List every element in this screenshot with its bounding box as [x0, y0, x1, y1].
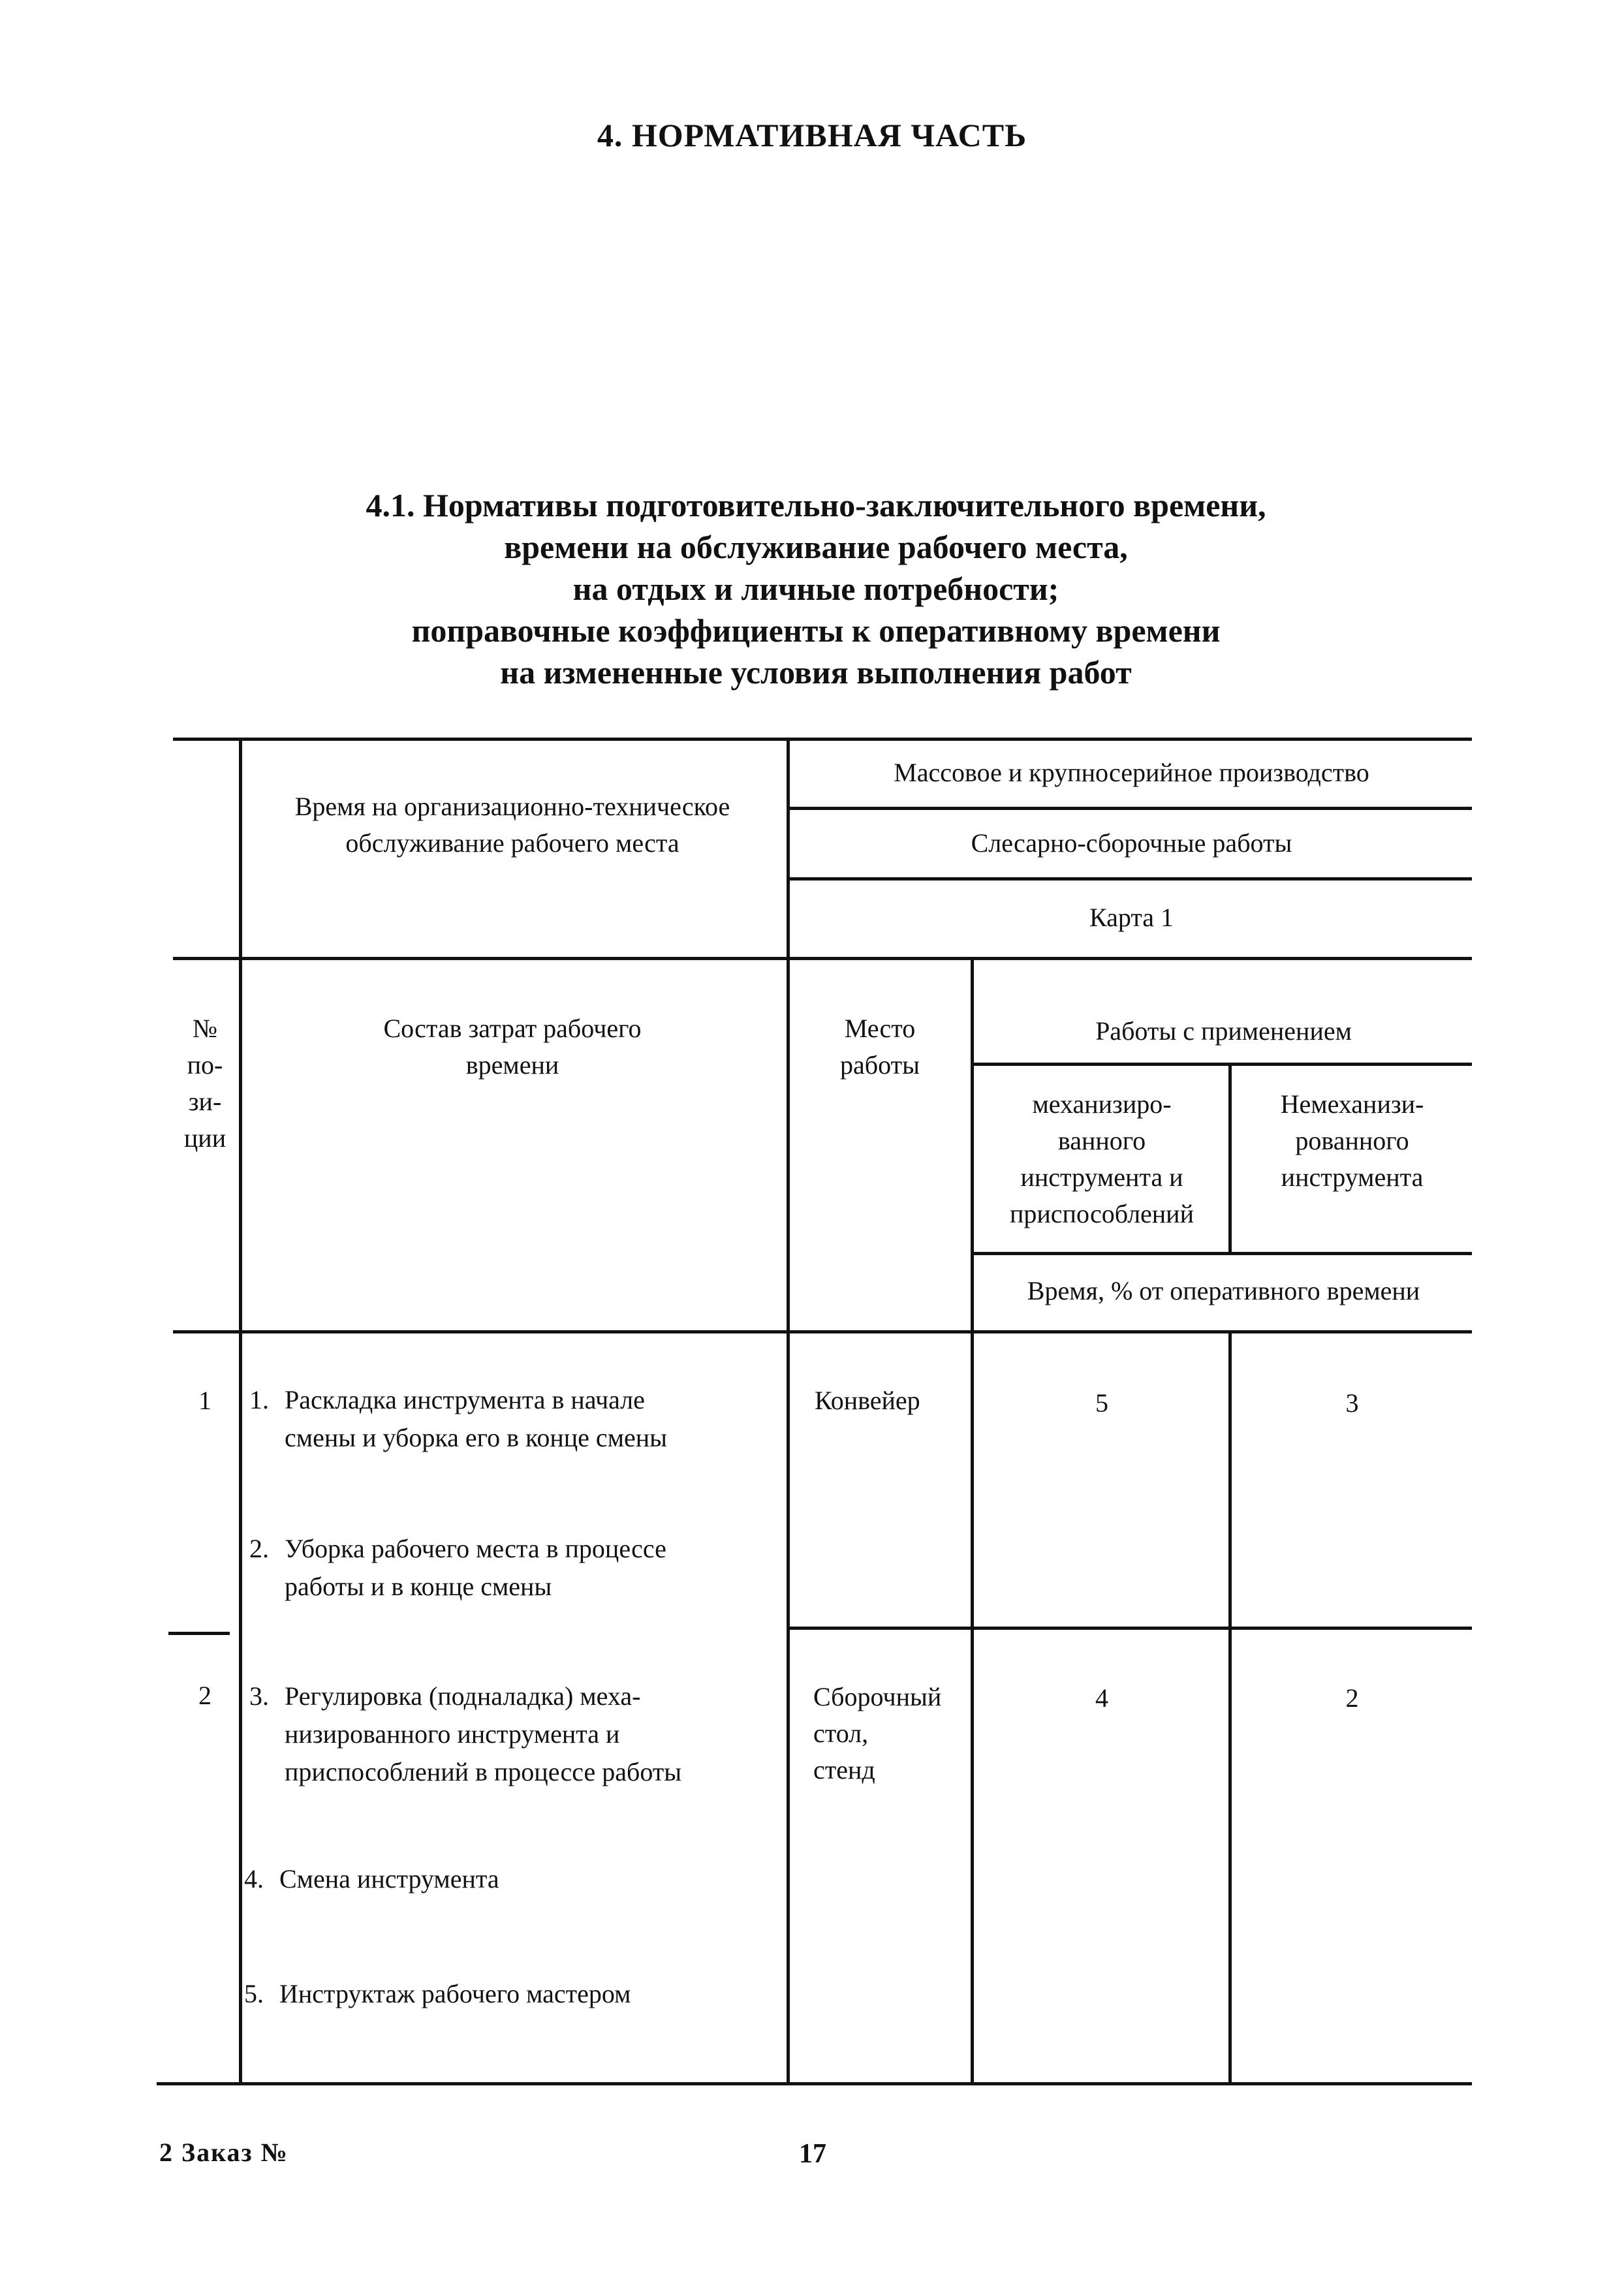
row-2-place-line-3: стенд [813, 1755, 875, 1784]
left-header-line-1: Время на организационно-техническое [294, 792, 730, 821]
col-divider-subcols [1228, 1065, 1232, 1254]
subtitle-line-5: на измененные условия выполнения работ [500, 654, 1132, 691]
position-header-line-1: № [192, 1014, 218, 1043]
list-item-2 [249, 1530, 785, 1606]
list-item-3-line-3: приспособлений в процессе работы [285, 1757, 682, 1786]
works-label: Слесарно-сборочные работы [971, 828, 1292, 858]
works-with-header: Работы с применением [1095, 1016, 1352, 1046]
subtitle [196, 484, 1436, 693]
list-item-4-line-1: Смена инструмента [279, 1864, 499, 1894]
list-item-3-number: 3. [249, 1681, 269, 1711]
rule-subcols [973, 1252, 1472, 1255]
list-item-1 [249, 1381, 785, 1457]
mech-header-line-2: ванного [1057, 1126, 1146, 1155]
list-item-1-line-1: Раскладка инструмента в начале [285, 1385, 645, 1414]
col-divider-composition [787, 740, 790, 2082]
production-label: Массовое и крупносерийное производство [894, 758, 1369, 787]
row-2-place [813, 1679, 969, 1788]
mech-header-line-4: приспособлений [1009, 1199, 1194, 1228]
list-item-1-number: 1. [249, 1385, 269, 1414]
list-item-3-line-2: низированного инструмента и [285, 1719, 620, 1749]
row-2-mechanized-value: 4 [1095, 1683, 1108, 1713]
position-header-line-2: по- [187, 1050, 223, 1080]
row-2-place-line-1: Сборочный [813, 1682, 942, 1711]
list-item-2-line-1: Уборка рабочего места в процессе [285, 1534, 666, 1563]
col-divider-num [239, 740, 242, 2082]
rule-row1-left [168, 1632, 230, 1635]
page-number: 17 [799, 2139, 826, 2169]
composition-header-line-1: Состав затрат рабочего [383, 1014, 642, 1043]
nonmechanized-column-header [1232, 1086, 1472, 1196]
rule-card [173, 957, 1472, 960]
list-item-4 [244, 1860, 785, 1898]
col-divider-values [1228, 1332, 1232, 2082]
place-column-header [791, 1010, 969, 1083]
place-header-line-1: Место [844, 1014, 916, 1043]
mechanized-column-header [975, 1086, 1228, 1232]
rule-bottom [157, 2082, 1472, 2085]
position-column-header [171, 1010, 239, 1157]
row-2-position: 2 [198, 1681, 211, 1710]
position-header-line-4: ции [183, 1123, 226, 1153]
rule-works [789, 877, 1472, 881]
col-divider-place [971, 959, 974, 2082]
list-item-2-number: 2. [249, 1534, 269, 1563]
list-item-4-number: 4. [244, 1864, 264, 1894]
row-1-position: 1 [198, 1386, 211, 1415]
row-1-mechanized-value: 5 [1095, 1388, 1108, 1418]
subtitle-line-1: 4.1. Нормативы подготовительно-заключительного времени, [366, 487, 1266, 523]
card-label: Карта 1 [1089, 903, 1174, 932]
list-item-5-line-1: Инструктаж рабочего мастером [279, 1979, 631, 2008]
row-1-nonmechanized-value: 3 [1345, 1388, 1359, 1418]
left-header-title [245, 788, 780, 862]
subtitle-line-3: на отдых и личные потребности; [572, 570, 1059, 607]
subtitle-line-4: поправочные коэффициенты к оперативному времени [411, 612, 1221, 649]
list-item-5-number: 5. [244, 1979, 264, 2008]
left-header-line-2: обслуживание рабочего места [345, 828, 679, 858]
row-1-place [815, 1382, 969, 1419]
rule-works-with [973, 1063, 1472, 1066]
rule-production [789, 807, 1472, 810]
row-2-nonmechanized-value: 2 [1345, 1683, 1359, 1713]
position-header-line-3: зи- [188, 1087, 222, 1116]
rule-header-bottom [173, 1330, 1472, 1333]
list-item-5 [244, 1975, 785, 2013]
section-title: 4. НОРМАТИВНАЯ ЧАСТЬ [597, 117, 1027, 153]
time-unit-header: Время, % от оперативного времени [1027, 1276, 1420, 1305]
list-item-2-line-2: работы и в конце смены [285, 1572, 552, 1601]
list-item-3 [249, 1677, 785, 1791]
row-1-place-line-1: Конвейер [815, 1386, 920, 1415]
nonmech-header-line-3: инструмента [1281, 1162, 1424, 1192]
rule-top [173, 738, 1472, 741]
composition-column-header [245, 1010, 780, 1083]
nonmech-header-line-2: рованного [1295, 1126, 1409, 1155]
list-item-3-line-1: Регулировка (подналадка) меха- [285, 1681, 641, 1711]
place-header-line-2: работы [840, 1050, 920, 1080]
row-2-place-line-2: стол, [813, 1719, 869, 1748]
list-item-1-line-2: смены и уборка его в конце смены [285, 1423, 668, 1452]
mech-header-line-3: инструмента и [1020, 1162, 1183, 1192]
mech-header-line-1: механизиро- [1032, 1089, 1172, 1119]
order-number-label: 2 Заказ № [159, 2138, 289, 2167]
nonmech-header-line-1: Немеханизи- [1280, 1089, 1424, 1119]
subtitle-line-2: времени на обслуживание рабочего места, [504, 529, 1128, 565]
composition-header-line-2: времени [465, 1050, 559, 1080]
rule-row1-right [787, 1627, 1472, 1630]
